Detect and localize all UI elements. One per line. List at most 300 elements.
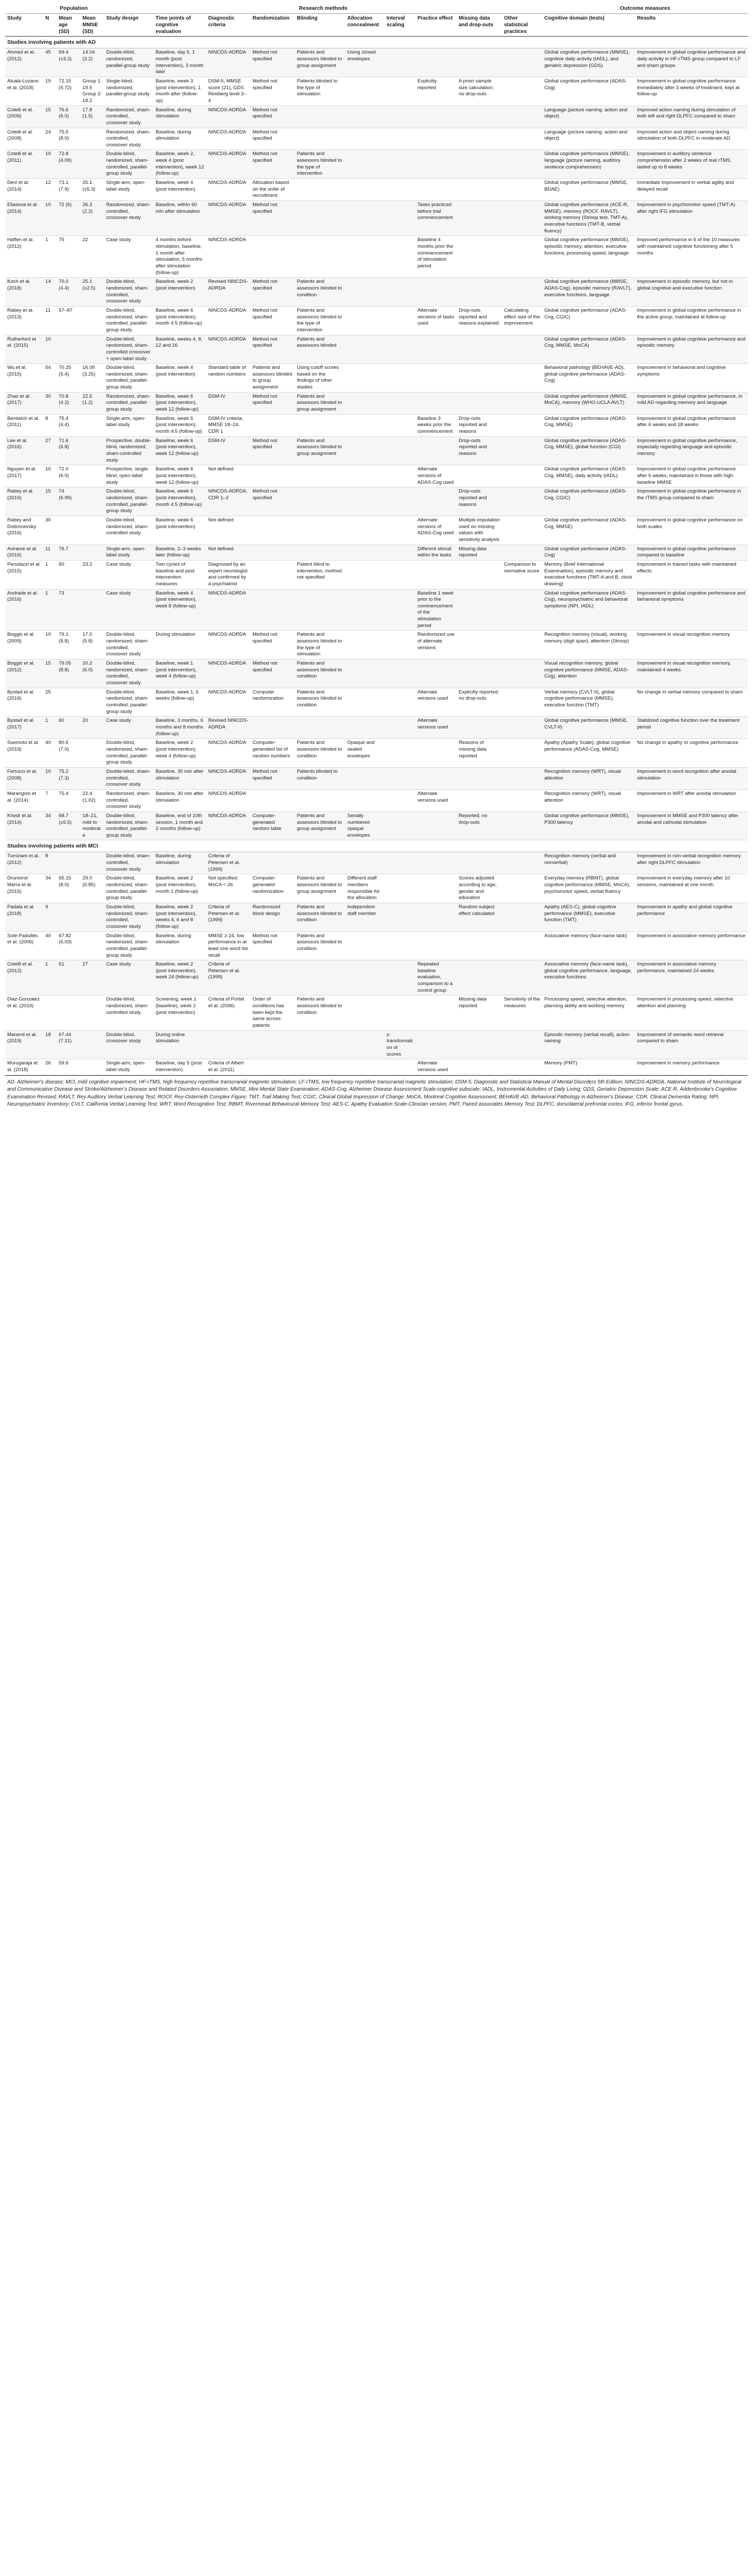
cell-diagnostic-criteria: DSM-IV [206, 436, 250, 465]
cell-blinding: Patients and assessors blinded to the type of intervention [295, 150, 345, 179]
cell-study-design: Double-blind, randomized, sham-controlled, parallel-group study [104, 364, 154, 393]
cell-study-design: Double-blind, randomized, sham-controlled, crossover study [104, 659, 154, 688]
cell-allocation [345, 767, 384, 789]
col-results: Results [635, 13, 748, 37]
cell-time-points: Baseline, 30 min after stimulation [154, 767, 206, 789]
cell-study-design: Double-blind, randomized, sham-controlled, parallel-group study [104, 739, 154, 768]
cell-study: Lee et al. (2016) [5, 436, 43, 465]
cell-n: 1 [43, 560, 57, 589]
cell-n: 34 [43, 874, 57, 903]
section-header-row [5, 37, 748, 48]
table-row [5, 717, 748, 739]
cell-allocation [345, 631, 384, 659]
cell-study: Suemoto et al. (2019) [5, 739, 43, 768]
cell-mean-mmse [80, 545, 104, 560]
cell-blinding [295, 852, 345, 874]
cell-mean-age: 80.5 (7.0) [57, 739, 80, 768]
cell-mean-mmse [80, 465, 104, 487]
col-practice-effect: Practice effect [415, 13, 457, 37]
cell-diagnostic-criteria: DSM-5, MMSE score (21), GDS Reisberg level 2–4 [206, 77, 250, 106]
table-row [5, 852, 748, 874]
cell-randomization: Method not specified [250, 77, 295, 106]
cell-time-points: Baseline, week 4 (post intervention), week 8 (follow-up) [154, 589, 206, 631]
cell-results: Improvement in global cognitive performance after 6 weeks and 18 weeks [635, 414, 748, 436]
cell-interval-scaling [384, 436, 415, 465]
cell-study-design: Single-arm, open-label study [104, 414, 154, 436]
cell-study-design: Double-blind, randomized, sham-controlled, parallel-group study [104, 811, 154, 840]
cell-mean-age: 68.7 (±5.5) [57, 811, 80, 840]
cell-other-stats [502, 811, 542, 840]
cell-blinding: Patients and assessors blinded to condition [295, 931, 345, 960]
cell-time-points: Baseline, week 4 (post intervention) [154, 364, 206, 393]
cell-results: Improvement in MMSE and P300 latency after anodal and cathodal stimulation [635, 811, 748, 840]
cell-diagnostic-criteria: NINCDS-ADRDA [206, 789, 250, 811]
cell-diagnostic-criteria: NINCDS-ADRDA [206, 106, 250, 128]
cell-mean-mmse [80, 1030, 104, 1059]
table-row [5, 436, 748, 465]
cell-other-stats [502, 236, 542, 278]
table-row [5, 306, 748, 335]
cell-diagnostic-criteria: MMSE ≥ 24, low performance in at least one word list recall [206, 931, 250, 960]
cell-diagnostic-criteria: NINCDS-ADRDA [206, 236, 250, 278]
col-blinding: Blinding [295, 13, 345, 37]
cell-other-stats [502, 516, 542, 545]
cell-mean-age: 73.1 (7.9) [57, 179, 80, 201]
table-row [5, 789, 748, 811]
cell-mean-age: 72.15 (5.72) [57, 77, 80, 106]
cell-other-stats [502, 874, 542, 903]
col-study-design: Study design [104, 13, 154, 37]
cell-other-stats: Calculating effect size of the improvement [502, 306, 542, 335]
cell-study-design: Prospective, single-blind, open-label study [104, 465, 154, 487]
cell-time-points: Baseline, week 6 (post intervention), week 12 (follow-up) [154, 392, 206, 414]
cell-cognitive-domain: Global cognitive performance (MMSE), language (picture naming, auditory sentence comprehension) [542, 150, 635, 179]
cell-allocation [345, 306, 384, 335]
cell-cognitive-domain: Visual recognition memory, global cognitive performance (MMSE, ADAS-Cog), attention [542, 659, 635, 688]
cell-cognitive-domain: Global cognitive performance (ADAS-Cog, CGIC) [542, 306, 635, 335]
cell-practice-effect: Alternate versions of ADAS-Cog used [415, 516, 457, 545]
cell-study-design: Double-blind, randomized, sham-controlled, parallel-group study [104, 874, 154, 903]
cell-mean-age [57, 995, 80, 1030]
cell-study-design: Double-blind, randomized, sham-controlled study [104, 995, 154, 1030]
cell-study: Devi et al. (2014) [5, 179, 43, 201]
table-body [5, 37, 748, 1075]
cell-n: 54 [43, 364, 57, 393]
cell-time-points: Baseline, during stimulation [154, 106, 206, 128]
cell-missing-data: Missing data reported [457, 545, 502, 560]
cell-practice-effect [415, 659, 457, 688]
cell-blinding [295, 487, 345, 516]
cell-mean-mmse: 18–21, mild to moderate [80, 811, 104, 840]
cell-missing-data [457, 236, 502, 278]
cell-blinding [295, 465, 345, 487]
cell-mean-age: 75.2 (7.3) [57, 767, 80, 789]
cell-randomization: Method not specified [250, 48, 295, 77]
table-row [5, 278, 748, 307]
cell-mean-age: 79.05 (8.8) [57, 659, 80, 688]
cell-other-stats [502, 545, 542, 560]
cell-blinding: Patients and assessors blinded to the type of stimulation [295, 631, 345, 659]
cell-practice-effect [415, 128, 457, 150]
cell-study-design: Double-blind, randomized, sham-controlled, parallel-group study [104, 931, 154, 960]
cell-practice-effect [415, 739, 457, 768]
cell-randomization: Method not specified [250, 278, 295, 307]
cell-allocation: Opaque and sealed envelopes [345, 739, 384, 768]
cell-results: Improvement of semantic word retrieval compared to sham [635, 1030, 748, 1059]
cell-study: Haffen et al. (2012) [5, 236, 43, 278]
cell-allocation [345, 659, 384, 688]
cell-blinding [295, 179, 345, 201]
cell-mean-age: 75.4 [57, 789, 80, 811]
cell-allocation [345, 1030, 384, 1059]
cell-randomization: Randomized block design [250, 903, 295, 931]
cell-missing-data: Drop-outs reported and reasons [457, 414, 502, 436]
cell-n: 10 [43, 335, 57, 364]
cell-mean-age: 72 (6) [57, 201, 80, 236]
cell-missing-data [457, 960, 502, 995]
cell-cognitive-domain: Recognition memory (WRT), visual attention [542, 789, 635, 811]
cell-study-design: Double-blind, randomized, sham-controlled, crossover study [104, 631, 154, 659]
cell-study-design: Double-blind, randomized, sham-controlled study [104, 516, 154, 545]
cell-study-design: Single-arm, open-label study [104, 179, 154, 201]
cell-study: Rabey and Dobronevsky (2016) [5, 516, 43, 545]
header-group-row [5, 2, 748, 13]
cell-missing-data [457, 560, 502, 589]
table-row [5, 201, 748, 236]
cell-blinding: Patients and assessors blinded to group assignment [295, 392, 345, 414]
cell-mean-mmse: Group 1: 19.5 Group 2: 18.2 [80, 77, 104, 106]
cell-blinding [295, 789, 345, 811]
cell-blinding [295, 960, 345, 995]
cell-diagnostic-criteria: NINCDS-ADRDA [206, 659, 250, 688]
cell-n: 7 [43, 789, 57, 811]
cell-cognitive-domain: Memory (PMT) [542, 1059, 635, 1075]
cell-other-stats [502, 128, 542, 150]
cell-n: 27 [43, 436, 57, 465]
cell-study: Bystad et al. (2017) [5, 717, 43, 739]
cell-randomization: Patients and assessors blinded to group assignment [250, 364, 295, 393]
cell-time-points: Baseline, week 2 (post intervention) [154, 278, 206, 307]
cell-mean-mmse [80, 688, 104, 717]
cell-results: Improvement in processing speed, selective attention and planning [635, 995, 748, 1030]
cell-randomization [250, 589, 295, 631]
cell-randomization: Computer-generated randomization [250, 874, 295, 903]
cell-cognitive-domain: Recognition memory (WRT), visual attention [542, 767, 635, 789]
table-row [5, 106, 748, 128]
cell-n: 10 [43, 201, 57, 236]
cell-randomization: Computer randomization [250, 688, 295, 717]
cell-allocation [345, 436, 384, 465]
cell-cognitive-domain: Episodic memory (verbal recall), action naming [542, 1030, 635, 1059]
cell-time-points: Baseline, week 2 (post intervention), weeks 4, 6 and 8 (follow-up) [154, 903, 206, 931]
cell-mean-age: 75.4 (4.4) [57, 414, 80, 436]
cell-interval-scaling [384, 589, 415, 631]
cell-study-design: Case study [104, 589, 154, 631]
cell-results: Improvement in WRT after anodal stimulation [635, 789, 748, 811]
cell-missing-data: Missing data reported [457, 995, 502, 1030]
cell-allocation [345, 201, 384, 236]
cell-cognitive-domain: Verbal memory (CVLT-II), global cognitive performance (MMSE), executive function (TMT) [542, 688, 635, 717]
col-allocation: Allocation concealment [345, 13, 384, 37]
cell-other-stats [502, 77, 542, 106]
cell-diagnostic-criteria: Revised NINCDS-ADRDA [206, 717, 250, 739]
cell-randomization: Method not specified [250, 392, 295, 414]
cell-mean-mmse [80, 150, 104, 179]
cell-time-points: Baseline, week 6 (post intervention), week 12 (follow-up) [154, 436, 206, 465]
cell-interval-scaling [384, 487, 415, 516]
cell-allocation [345, 688, 384, 717]
col-randomization: Randomization [250, 13, 295, 37]
cell-study: Bentwich et al. (2011) [5, 414, 43, 436]
cell-n: 8 [43, 414, 57, 436]
cell-interval-scaling [384, 560, 415, 589]
table-row [5, 414, 748, 436]
cell-other-stats [502, 201, 542, 236]
header-column-row [5, 13, 748, 37]
cell-mean-mmse: 17.0 (5.8) [80, 631, 104, 659]
cell-missing-data: Explicitly reported; no drop-outs [457, 688, 502, 717]
cell-n: 10 [43, 150, 57, 179]
table-row [5, 516, 748, 545]
cell-missing-data: Reasons of missing data reported [457, 739, 502, 768]
cell-study: Ahmed et al. (2012) [5, 48, 43, 77]
cell-other-stats [502, 465, 542, 487]
cell-mean-age: 65.15 (8.0) [57, 874, 80, 903]
cell-missing-data: Drop-outs reported and reasons [457, 487, 502, 516]
cell-randomization [250, 414, 295, 436]
cell-n: 30 [43, 392, 57, 414]
cell-cognitive-domain: Global cognitive performance (MMSE), P300 latency [542, 811, 635, 840]
cell-results: Improvement in non-verbal recognition memory after right DLPFC stimulation [635, 852, 748, 874]
col-time-points: Time points of cognitive evaluation [154, 13, 206, 37]
cell-interval-scaling [384, 77, 415, 106]
cell-study: Khedr et al. (2014) [5, 811, 43, 840]
cell-missing-data: Multiple imputation used on missing values with sensitivity analysis [457, 516, 502, 545]
cell-time-points: Baseline, week 3 (post intervention), 1 month after (follow-up) [154, 77, 206, 106]
cell-other-stats [502, 960, 542, 995]
cell-study: Rabey et al. (2013) [5, 306, 43, 335]
cell-practice-effect: Baseline 4 months prior the commencement of stimulation period [415, 236, 457, 278]
cell-blinding [295, 589, 345, 631]
cell-practice-effect [415, 278, 457, 307]
cell-missing-data [457, 364, 502, 393]
table-page [5, 0, 748, 1114]
cell-study-design: Double-blind, randomized, sham-controlled, parallel-group study [104, 306, 154, 335]
cell-study-design: Double-blind, randomized, parallel-group study [104, 48, 154, 77]
cell-time-points: Baseline, week 6 (post intervention), week 12 (follow-up) [154, 465, 206, 487]
cell-mean-age: 76.6 (6.0) [57, 106, 80, 128]
cell-diagnostic-criteria: NINCDS-ADRDA [206, 767, 250, 789]
cell-interval-scaling [384, 931, 415, 960]
cell-n: 45 [43, 48, 57, 77]
cell-cognitive-domain: Global cognitive performance (ADAS-Cog, CGIC) [542, 487, 635, 516]
cell-study-design: Double-blind, randomized, sham-controlled, crossover study [104, 903, 154, 931]
cell-randomization [250, 236, 295, 278]
cell-n: 1 [43, 960, 57, 995]
cell-diagnostic-criteria: Diagnosed by an expert neurologist and confirmed by a psychiatrist [206, 560, 250, 589]
cell-practice-effect [415, 150, 457, 179]
cell-interval-scaling [384, 659, 415, 688]
cell-study: Manenti et al. (2019) [5, 1030, 43, 1059]
cell-mean-age [57, 852, 80, 874]
cell-other-stats [502, 150, 542, 179]
cell-diagnostic-criteria: Standard table of random numbers [206, 364, 250, 393]
cell-mean-mmse [80, 589, 104, 631]
cell-mean-age: 59.6 [57, 1059, 80, 1075]
cell-diagnostic-criteria: Not defined [206, 516, 250, 545]
cell-practice-effect: Repeated baseline evaluation, comparison to a control group [415, 960, 457, 995]
cell-randomization: Method not specified [250, 659, 295, 688]
table-row [5, 960, 748, 995]
cell-n: 15 [43, 659, 57, 688]
col-n: N [43, 13, 57, 37]
cell-interval-scaling [384, 306, 415, 335]
cell-diagnostic-criteria: DSM-IV criteria, MMSE 18–24, CDR 1 [206, 414, 250, 436]
cell-other-stats [502, 852, 542, 874]
cell-mean-mmse [80, 516, 104, 545]
cell-diagnostic-criteria: Criteria of Petersen et al. (1999) [206, 960, 250, 995]
cell-mean-age: 75 [57, 236, 80, 278]
cell-mean-age: 76.7 [57, 545, 80, 560]
cell-randomization [250, 789, 295, 811]
cell-missing-data [457, 1030, 502, 1059]
cell-allocation [345, 278, 384, 307]
section-title: Studies involving patients with AD [5, 37, 748, 48]
cell-n: 25 [43, 688, 57, 717]
cell-time-points: Baseline, 30 min after stimulation [154, 789, 206, 811]
cell-other-stats [502, 335, 542, 364]
cell-diagnostic-criteria: NINCDS-ADRDA [206, 48, 250, 77]
cell-allocation [345, 717, 384, 739]
table-row [5, 688, 748, 717]
cell-mean-age: 60 [57, 717, 80, 739]
cell-cognitive-domain: Associative memory (face-name task) [542, 931, 635, 960]
cell-other-stats [502, 106, 542, 128]
cell-interval-scaling [384, 995, 415, 1030]
cell-diagnostic-criteria: NINCDS-ADRDA [206, 631, 250, 659]
cell-mean-mmse [80, 414, 104, 436]
cell-other-stats [502, 589, 542, 631]
cell-allocation [345, 106, 384, 128]
cell-cognitive-domain: Recognition memory (verbal and nonverbal) [542, 852, 635, 874]
cell-allocation [345, 414, 384, 436]
cell-missing-data [457, 48, 502, 77]
cell-allocation [345, 789, 384, 811]
cell-allocation [345, 931, 384, 960]
cell-interval-scaling [384, 545, 415, 560]
cell-study-design: Single-arm, open-label study [104, 1059, 154, 1075]
cell-results: Improvement in global cognitive performance and episodic memory [635, 335, 748, 364]
cell-n: 11 [43, 306, 57, 335]
cell-interval-scaling [384, 335, 415, 364]
cell-results: Improvement in psychomotor speed (TMT-A) after right IFG stimulation [635, 201, 748, 236]
cell-mean-mmse: 27 [80, 960, 104, 995]
cell-randomization [250, 516, 295, 545]
cell-n: 1 [43, 717, 57, 739]
cell-allocation [345, 236, 384, 278]
cell-allocation [345, 77, 384, 106]
cell-n: 30 [43, 516, 57, 545]
cell-time-points: Baseline, week 6 (post intervention), month 4.5 (follow-up) [154, 487, 206, 516]
cell-allocation [345, 128, 384, 150]
cell-practice-effect [415, 364, 457, 393]
cell-study-design: Double-blind, randomized, sham-controlled, parallel-group study [104, 688, 154, 717]
cell-results: Immediate improvement in verbal agility and delayed recall [635, 179, 748, 201]
cell-study: Eliasova et al. (2014) [5, 201, 43, 236]
cell-cognitive-domain: Global cognitive performance (ADAS-Cog, MMSE) [542, 414, 635, 436]
table-row [5, 236, 748, 278]
cell-practice-effect: Alternate versions used [415, 717, 457, 739]
cell-practice-effect: Baseline 1 week prior to the commencement of the stimulation period [415, 589, 457, 631]
cell-missing-data: Random subject effect calculated [457, 903, 502, 931]
cell-other-stats [502, 179, 542, 201]
cell-mean-age: 61 [57, 960, 80, 995]
cell-cognitive-domain: Apathy (AES-C), global cognitive performance (MMSE), executive function (TMT) [542, 903, 635, 931]
cell-missing-data: Drop-outs reported and reasons explained [457, 306, 502, 335]
cell-interval-scaling [384, 717, 415, 739]
group-population: Population [43, 2, 104, 13]
cell-results: Improvement in global cognitive performance immediately after 3 weeks of treatment, kept at follow-up [635, 77, 748, 106]
cell-interval-scaling [384, 236, 415, 278]
cell-blinding: Patients and assessors blinded to the type of intervention [295, 306, 345, 335]
cell-study: Murugaraja et al. (2018) [5, 1059, 43, 1075]
cell-practice-effect [415, 1030, 457, 1059]
table-row [5, 589, 748, 631]
cell-practice-effect: Explicitly reported [415, 77, 457, 106]
cell-allocation [345, 465, 384, 487]
cell-time-points: Baseline, week 2, week 4 (post intervention), week 12 (follow-up) [154, 150, 206, 179]
cell-cognitive-domain: Global cognitive performance (ADAS-Cog), neuropsychiatric and behavioral symptoms (NPI, IADL) [542, 589, 635, 631]
cell-n: 34 [43, 811, 57, 840]
cell-interval-scaling [384, 516, 415, 545]
cell-mean-mmse: 25.1 (±2.5) [80, 278, 104, 307]
cell-n: 15 [43, 106, 57, 128]
cell-other-stats [502, 767, 542, 789]
cell-cognitive-domain: Global cognitive performance (ADAS-Cog, MMSE) [542, 516, 635, 545]
cell-results: Improvement in visual recognition memory, maintained 4 weeks [635, 659, 748, 688]
cell-randomization [250, 560, 295, 589]
cell-time-points: Baseline, week 6 (post intervention), month 4.5 (follow-up) [154, 306, 206, 335]
cell-study-design: Single-blind, randomized, parallel-group study [104, 77, 154, 106]
cell-results: Improvement in associative memory performance [635, 931, 748, 960]
cell-results: Improvement in word recognition after anodal stimulation [635, 767, 748, 789]
cell-other-stats [502, 48, 542, 77]
cell-allocation [345, 560, 384, 589]
cell-practice-effect [415, 48, 457, 77]
cell-allocation [345, 364, 384, 393]
cell-blinding: Patients and assessors blinded to group assignment [295, 811, 345, 840]
cell-study: Cotelli et al. (2012) [5, 960, 43, 995]
cell-results: Improvement in global cognitive performance and behavioral symptoms [635, 589, 748, 631]
studies-table [5, 2, 748, 1075]
cell-mean-age: 71.6 (6.8) [57, 436, 80, 465]
table-row [5, 739, 748, 768]
cell-mean-age: 67.82 (6.03) [57, 931, 80, 960]
cell-other-stats [502, 1030, 542, 1059]
cell-mean-age: 74 (6.99) [57, 487, 80, 516]
cell-practice-effect [415, 179, 457, 201]
cell-missing-data [457, 128, 502, 150]
cell-cognitive-domain: Global cognitive performance (ADAS-Cog) [542, 545, 635, 560]
cell-mean-mmse: 22.5 (1.2) [80, 392, 104, 414]
cell-n: 12 [43, 179, 57, 201]
cell-cognitive-domain: Global cognitive performance (ADAS-Cog, MMSE), daily activity (IADL) [542, 465, 635, 487]
table-row [5, 487, 748, 516]
cell-missing-data [457, 106, 502, 128]
cell-mean-age [57, 516, 80, 545]
table-row [5, 903, 748, 931]
cell-missing-data [457, 1059, 502, 1075]
